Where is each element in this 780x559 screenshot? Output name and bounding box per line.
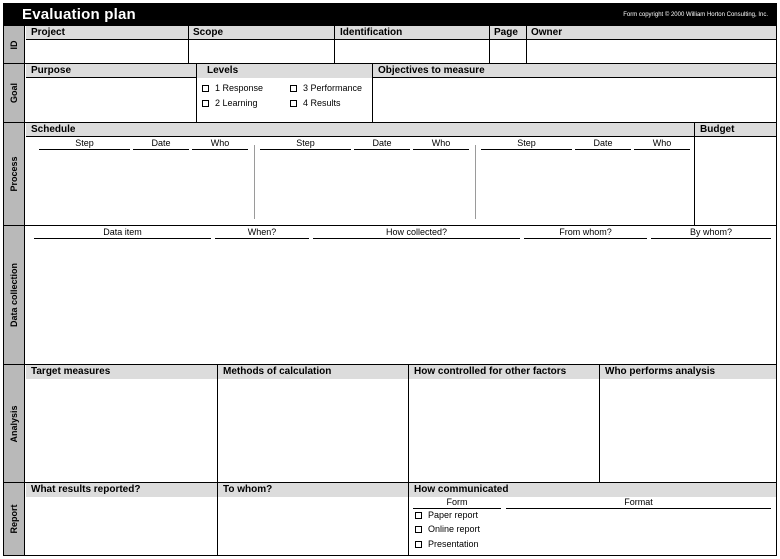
data-collection-field[interactable]	[26, 242, 776, 364]
title-bar	[4, 4, 776, 26]
schedule-date-header-1: Date	[133, 138, 189, 150]
scope-field[interactable]	[189, 41, 334, 63]
level-option-4[interactable]: 4 Results	[290, 98, 341, 109]
level-option-3[interactable]: 3 Performance	[290, 83, 362, 94]
online-report-checkbox[interactable]	[415, 526, 422, 533]
controlled-label: How controlled for other factors	[414, 366, 567, 377]
form-column-header: Form	[413, 497, 501, 509]
form-option-paper[interactable]: Paper report	[415, 510, 478, 521]
section-label-id: ID	[4, 26, 25, 63]
level-4-checkbox[interactable]	[290, 100, 297, 107]
level-option-2[interactable]: 2 Learning	[202, 98, 258, 109]
when-header: When?	[215, 227, 309, 239]
project-field[interactable]	[26, 41, 188, 63]
owner-field[interactable]	[527, 41, 776, 63]
objectives-field[interactable]	[373, 79, 776, 122]
purpose-label: Purpose	[26, 64, 196, 78]
section-label-process: Process	[4, 123, 25, 225]
methods-field[interactable]	[218, 379, 408, 482]
section-label-analysis: Analysis	[4, 365, 25, 482]
section-label-report: Report	[4, 483, 25, 555]
to-whom-field[interactable]	[218, 497, 408, 555]
to-whom-label: To whom?	[223, 484, 273, 495]
owner-label: Owner	[531, 27, 563, 38]
who-performs-label: Who performs analysis	[605, 366, 716, 377]
how-communicated-label: How communicated	[414, 484, 509, 495]
objectives-label: Objectives to measure	[373, 64, 776, 78]
schedule-step-header-1: Step	[39, 138, 130, 150]
levels-label: Levels	[207, 65, 239, 76]
level-1-checkbox[interactable]	[202, 85, 209, 92]
level-2-checkbox[interactable]	[202, 100, 209, 107]
schedule-step-header-3: Step	[481, 138, 572, 150]
schedule-who-header-2: Who	[413, 138, 469, 150]
copyright-notice: Form copyright © 2000 William Horton Consulting, Inc.	[623, 12, 768, 18]
schedule-who-header-1: Who	[192, 138, 248, 150]
schedule-label: Schedule	[31, 124, 76, 135]
section-label-goal: Goal	[4, 64, 25, 122]
section-label-data-collection: Data collection	[4, 226, 25, 364]
schedule-date-header-2: Date	[354, 138, 410, 150]
identification-label: Identification	[340, 27, 403, 38]
format-column-header: Format	[506, 497, 771, 509]
schedule-date-header-3: Date	[575, 138, 631, 150]
data-item-header: Data item	[34, 227, 211, 239]
what-results-label: What results reported?	[31, 484, 141, 495]
format-field[interactable]	[506, 510, 776, 555]
level-3-checkbox[interactable]	[290, 85, 297, 92]
page-title: Evaluation plan	[22, 6, 136, 23]
what-results-field[interactable]	[26, 497, 217, 555]
controlled-field[interactable]	[409, 379, 599, 482]
level-option-1[interactable]: 1 Response	[202, 83, 263, 94]
budget-field[interactable]	[695, 138, 776, 225]
target-measures-label: Target measures	[31, 366, 111, 377]
from-whom-header: From whom?	[524, 227, 647, 239]
schedule-step-header-2: Step	[260, 138, 351, 150]
purpose-field[interactable]	[26, 78, 196, 122]
who-performs-field[interactable]	[600, 379, 776, 482]
page-field[interactable]	[490, 41, 526, 63]
identification-field[interactable]	[335, 41, 489, 63]
paper-report-checkbox[interactable]	[415, 512, 422, 519]
form-option-presentation[interactable]: Presentation	[415, 539, 479, 550]
page-label: Page	[494, 27, 518, 38]
budget-label: Budget	[700, 124, 735, 135]
by-whom-header: By whom?	[651, 227, 771, 239]
schedule-who-header-3: Who	[634, 138, 690, 150]
project-label: Project	[26, 26, 188, 40]
evaluation-plan-form	[3, 3, 777, 556]
methods-label: Methods of calculation	[223, 366, 332, 377]
target-measures-field[interactable]	[26, 379, 217, 482]
scope-label: Scope	[193, 27, 224, 38]
form-option-online[interactable]: Online report	[415, 524, 480, 535]
presentation-checkbox[interactable]	[415, 541, 422, 548]
how-collected-header: How collected?	[313, 227, 520, 239]
